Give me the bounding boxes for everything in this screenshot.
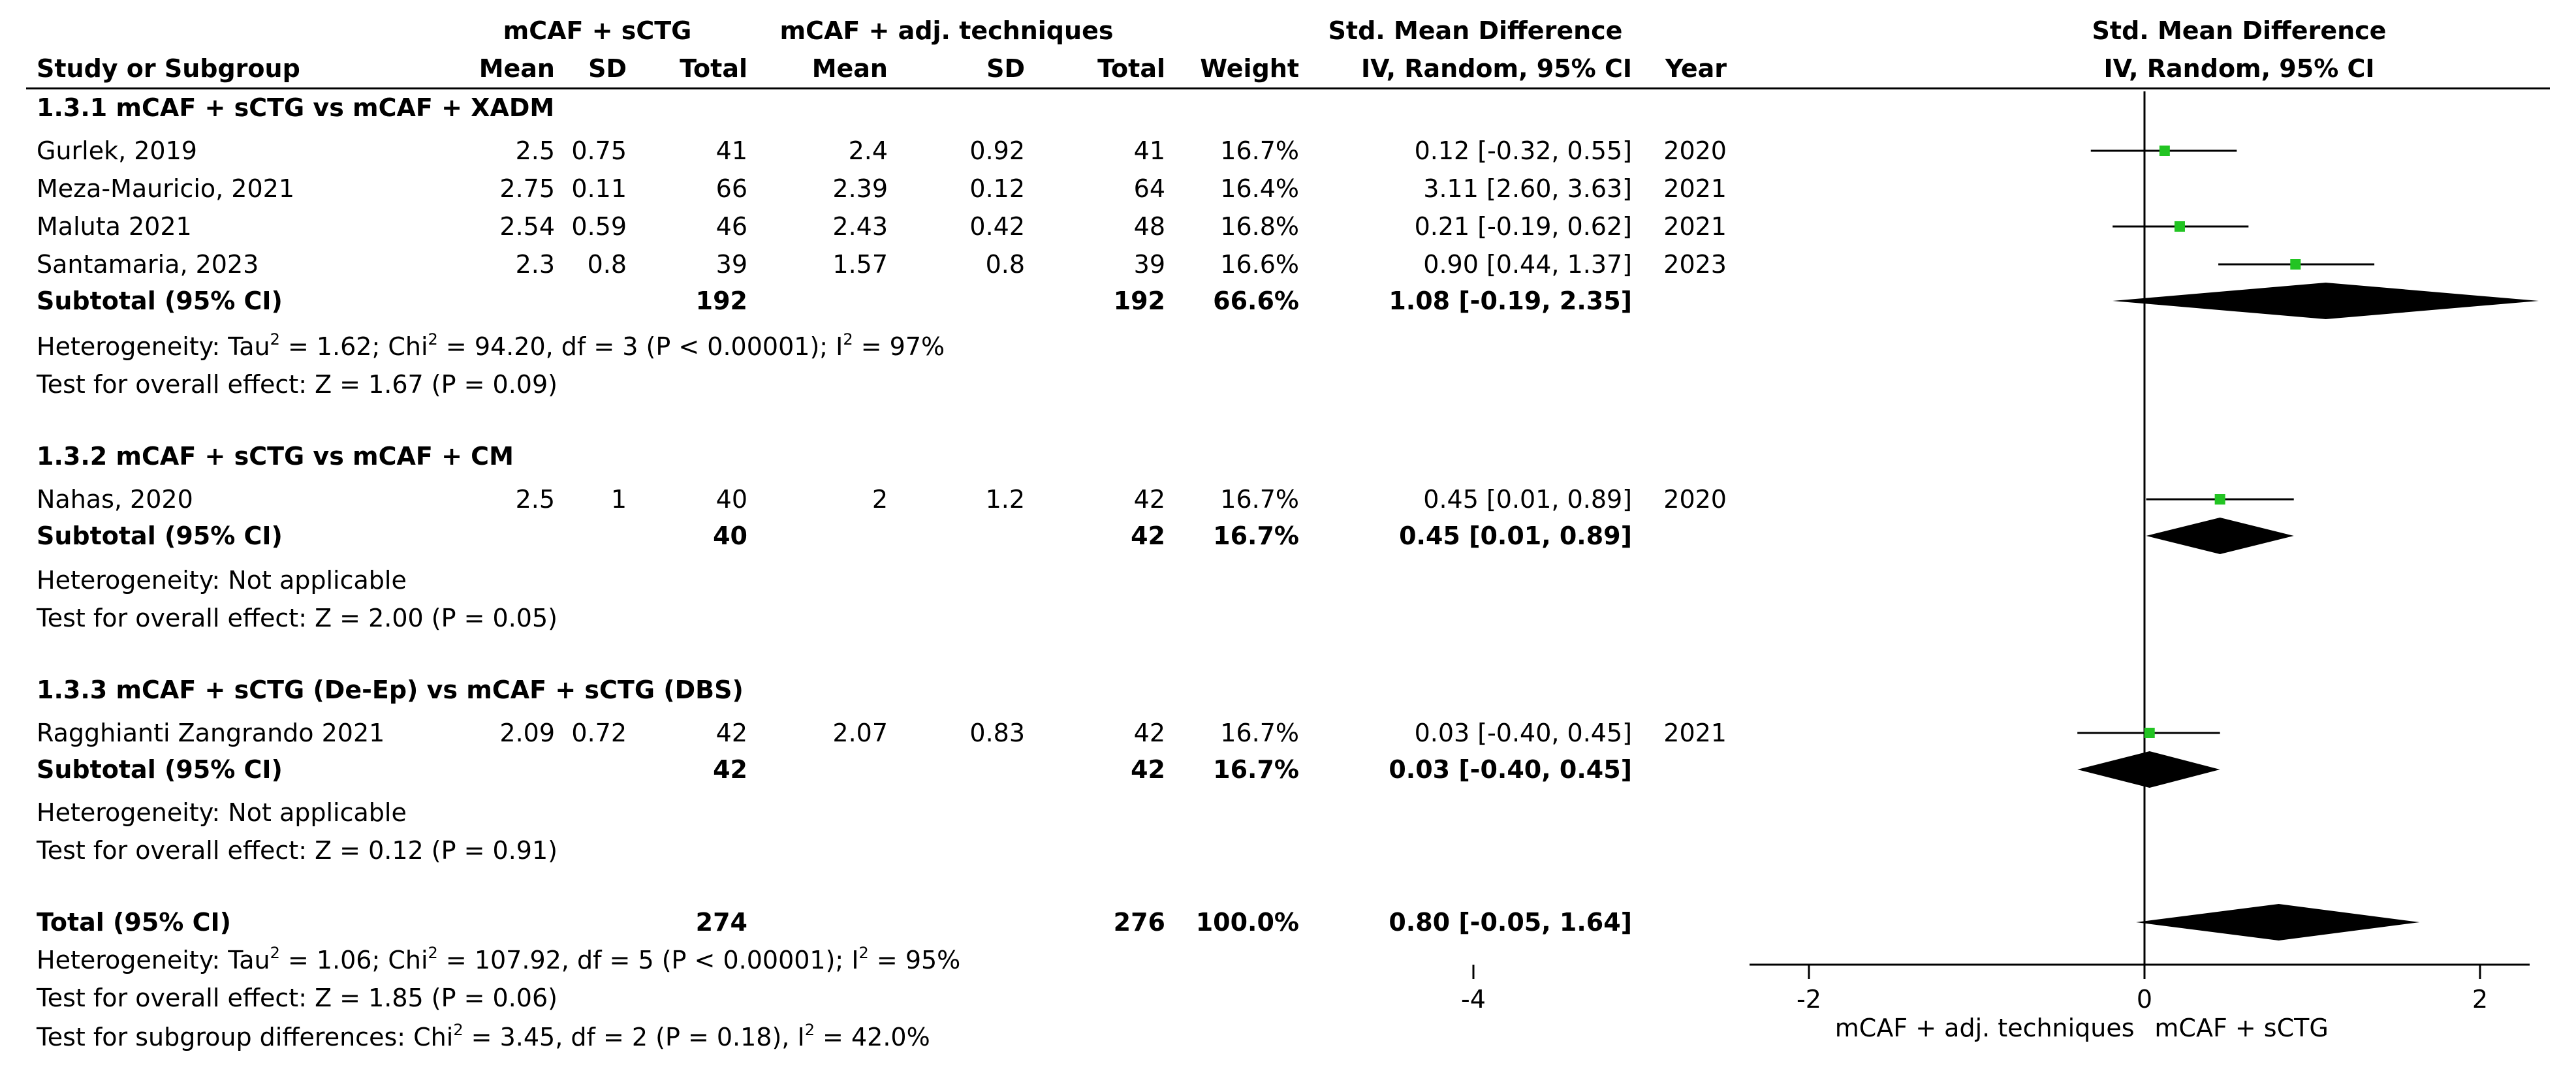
point-estimate-square <box>2160 146 2170 156</box>
year-cell: 2021 <box>1663 719 1727 747</box>
mean1-cell: 2.09 <box>499 719 555 747</box>
year-cell: 2021 <box>1663 212 1727 241</box>
total1-cell: 42 <box>715 719 747 747</box>
total2-cell: 42 <box>1133 719 1165 747</box>
mean1-cell: 2.3 <box>515 250 555 279</box>
study-column-header: Study or Subgroup <box>37 54 300 83</box>
study-name: Gurlek, 2019 <box>37 136 197 165</box>
mean1-cell: 2.5 <box>515 485 555 514</box>
mean1-cell: 2.54 <box>499 212 555 241</box>
mean2-cell: 2.43 <box>832 212 888 241</box>
total-heterogeneity-text: Heterogeneity: Tau$^2$ = 1.06; Chi$^2$ = 107.92, df = 5 (P < 0.00001); $I^2 = 95\%$ <box>37 944 961 974</box>
year-cell: 2021 <box>1663 174 1727 203</box>
sd1-cell: 1 <box>610 485 627 514</box>
subtotal-n1: 42 <box>713 755 747 784</box>
subtotal-n1: 192 <box>695 287 747 315</box>
total1-cell: 40 <box>715 485 747 514</box>
point-estimate-square <box>2144 728 2155 738</box>
heterogeneity-text: Heterogeneity: Tau$^2$ = 1.62; Chi$^2$ = 94.20, df = 3 (P < 0.00001); $I^2 = 97\%$ <box>37 330 945 361</box>
sd2-cell: 1.2 <box>985 485 1025 514</box>
weight-cell: 16.8% <box>1220 212 1299 241</box>
weight-cell: 16.7% <box>1220 719 1299 747</box>
total-overall-effect-text: Test for overall effect: Z = 1.85 (P = 0.06) <box>37 984 558 1012</box>
sd1-cell: 0.11 <box>571 174 627 203</box>
mean2-cell: 2.07 <box>832 719 888 747</box>
sd1-cell: 0.75 <box>571 136 627 165</box>
subtotal-n2: 42 <box>1131 755 1165 784</box>
mean2-cell: 2 <box>872 485 888 514</box>
x-tick-label: -2 <box>1797 985 1821 1014</box>
x-tick-label: 2 <box>2472 985 2489 1014</box>
sd1-cell: 0.72 <box>571 719 627 747</box>
plot-method-header: IV, Random, 95% CI <box>2103 54 2375 83</box>
subgroup-differences-text: Test for subgroup differences: Chi$^2$ = 3.45, df = 2 (P = 0.18), $I^2 = 42.0\%$ <box>37 1021 930 1051</box>
total1-cell: 66 <box>715 174 747 203</box>
subtotal-label: Subtotal (95% CI) <box>37 521 283 550</box>
mean2-cell: 1.57 <box>832 250 888 279</box>
x-tick-label: 0 <box>2136 985 2153 1014</box>
ci-cell: 0.12 [-0.32, 0.55] <box>1414 136 1632 165</box>
sd1-cell: 0.8 <box>587 250 627 279</box>
subtotal-weight: 16.7% <box>1213 521 1299 550</box>
group2-header: mCAF + adj. techniques <box>779 16 1114 45</box>
sd2-cell: 0.8 <box>985 250 1025 279</box>
mean2-header: Mean <box>811 54 888 83</box>
total2-cell: 64 <box>1133 174 1165 203</box>
total-n2: 276 <box>1113 908 1165 937</box>
group1-header: mCAF + sCTG <box>503 16 692 45</box>
weight-cell: 16.7% <box>1220 136 1299 165</box>
sd2-cell: 0.12 <box>969 174 1025 203</box>
sd2-cell: 0.83 <box>969 719 1025 747</box>
study-name: Nahas, 2020 <box>37 485 193 514</box>
mean2-cell: 2.4 <box>848 136 888 165</box>
total2-cell: 48 <box>1133 212 1165 241</box>
total2-cell: 42 <box>1133 485 1165 514</box>
overall-effect-text: Test for overall effect: Z = 0.12 (P = 0.91) <box>37 836 558 865</box>
pooled-diamond <box>2146 518 2294 554</box>
sd2-cell: 0.42 <box>969 212 1025 241</box>
total2-header: Total <box>1097 54 1165 83</box>
subtotal-ci: 1.08 [-0.19, 2.35] <box>1389 287 1632 315</box>
subtotal-weight: 16.7% <box>1213 755 1299 784</box>
mean1-header: Mean <box>479 54 555 83</box>
weight-header: Weight <box>1200 54 1299 83</box>
weight-cell: 16.4% <box>1220 174 1299 203</box>
mean2-cell: 2.39 <box>832 174 888 203</box>
subtotal-label: Subtotal (95% CI) <box>37 755 283 784</box>
pooled-diamond <box>2077 751 2220 788</box>
point-estimate-square <box>2290 259 2301 270</box>
point-estimate-square <box>2215 494 2225 505</box>
heterogeneity-text: Heterogeneity: Not applicable <box>37 566 407 595</box>
year-header: Year <box>1665 54 1727 83</box>
sd2-cell: 0.92 <box>969 136 1025 165</box>
total2-cell: 41 <box>1133 136 1165 165</box>
ci-cell: 0.21 [-0.19, 0.62] <box>1414 212 1632 241</box>
subgroup-title: 1.3.1 mCAF + sCTG vs mCAF + XADM <box>37 93 555 122</box>
total-weight: 100.0% <box>1195 908 1299 937</box>
total-ci: 0.80 [-0.05, 1.64] <box>1389 908 1632 937</box>
smd-header: Std. Mean Difference <box>1328 16 1623 45</box>
total-label: Total (95% CI) <box>37 908 231 937</box>
ci-cell: 3.11 [2.60, 3.63] <box>1423 174 1632 203</box>
ci-cell: 0.90 [0.44, 1.37] <box>1423 250 1632 279</box>
subgroup-title: 1.3.2 mCAF + sCTG vs mCAF + CM <box>37 442 514 471</box>
study-name: Maluta 2021 <box>37 212 192 241</box>
pooled-diamond <box>2136 904 2419 941</box>
year-cell: 2020 <box>1663 136 1727 165</box>
study-name: Ragghianti Zangrando 2021 <box>37 719 385 747</box>
heterogeneity-text: Heterogeneity: Not applicable <box>37 798 407 827</box>
total-n1: 274 <box>695 908 747 937</box>
subtotal-n2: 192 <box>1113 287 1165 315</box>
total2-cell: 39 <box>1133 250 1165 279</box>
study-name: Santamaria, 2023 <box>37 250 259 279</box>
sd1-cell: 0.59 <box>571 212 627 241</box>
ci-cell: 0.03 [-0.40, 0.45] <box>1414 719 1632 747</box>
mean1-cell: 2.5 <box>515 136 555 165</box>
subtotal-weight: 66.6% <box>1213 287 1299 315</box>
subgroup-title: 1.3.3 mCAF + sCTG (De-Ep) vs mCAF + sCTG (DBS) <box>37 676 744 704</box>
year-cell: 2020 <box>1663 485 1727 514</box>
subtotal-ci: 0.45 [0.01, 0.89] <box>1399 521 1632 550</box>
mean1-cell: 2.75 <box>499 174 555 203</box>
study-name: Meza-Mauricio, 2021 <box>37 174 295 203</box>
total1-cell: 46 <box>715 212 747 241</box>
ci-cell: 0.45 [0.01, 0.89] <box>1423 485 1632 514</box>
weight-cell: 16.6% <box>1220 250 1299 279</box>
ci-header: IV, Random, 95% CI <box>1360 54 1632 83</box>
plot-header: Std. Mean Difference <box>2092 16 2387 45</box>
subtotal-n1: 40 <box>713 521 747 550</box>
total1-cell: 39 <box>715 250 747 279</box>
overall-effect-text: Test for overall effect: Z = 1.67 (P = 0.09) <box>37 370 558 399</box>
total1-header: Total <box>680 54 747 83</box>
point-estimate-square <box>2175 221 2185 232</box>
subtotal-label: Subtotal (95% CI) <box>37 287 283 315</box>
weight-cell: 16.7% <box>1220 485 1299 514</box>
year-cell: 2023 <box>1663 250 1727 279</box>
sd1-header: SD <box>588 54 627 83</box>
total1-cell: 41 <box>715 136 747 165</box>
x-label-favours-right: mCAF + sCTG <box>2154 1014 2329 1042</box>
pooled-diamond <box>2113 283 2539 319</box>
x-label-favours-left: mCAF + adj. techniques <box>1834 1014 2135 1042</box>
subtotal-ci: 0.03 [-0.40, 0.45] <box>1389 755 1632 784</box>
subtotal-n2: 42 <box>1131 521 1165 550</box>
sd2-header: SD <box>986 54 1025 83</box>
x-tick-label: -4 <box>1461 985 1486 1014</box>
overall-effect-text: Test for overall effect: Z = 2.00 (P = 0.05) <box>37 604 558 632</box>
